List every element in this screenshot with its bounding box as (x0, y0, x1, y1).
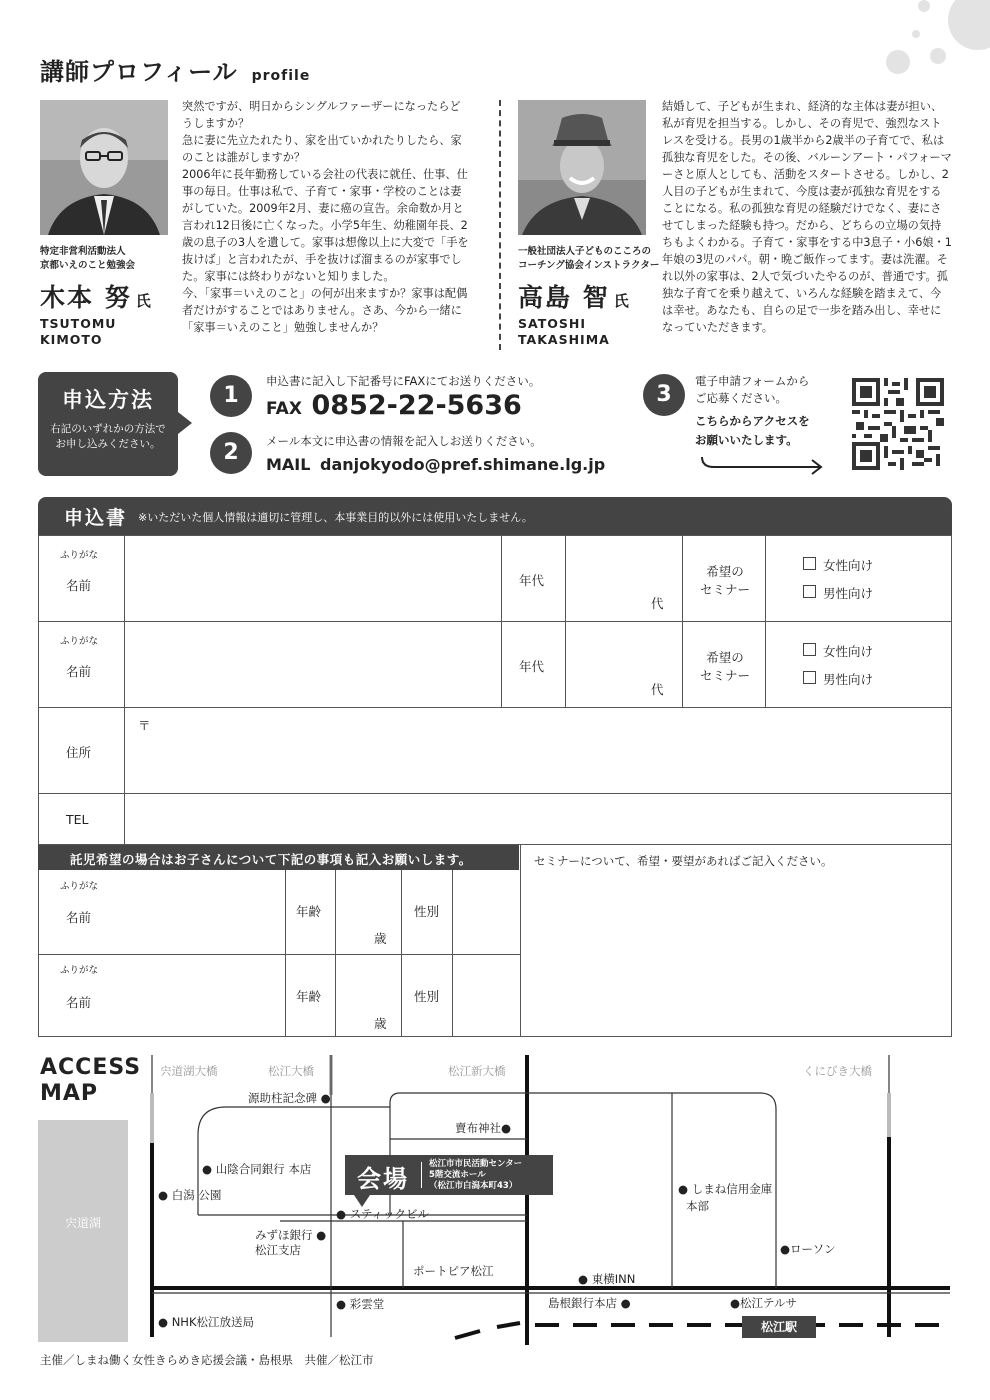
access-map-roads (0, 1055, 990, 1355)
women-checkbox[interactable] (803, 643, 816, 656)
women-checkbox[interactable] (803, 557, 816, 570)
apply-method-arrow (178, 412, 192, 434)
footer-organizers: 主催／しまね働く女性きらめき応援会議・島根県 共催／松江市 (40, 1353, 374, 1367)
bio-paragraph: 今、「家事＝いえのこと」の何が出来ますか？家事は配偶者だけがすることではありません。さあ、今から一緒に「家事＝いえのこと」勉強しませんか？ (182, 287, 468, 334)
name-suffix: 氏 (613, 292, 631, 310)
form-header (38, 497, 952, 535)
speaker-name-takashima: 高島 智 氏 (518, 283, 631, 312)
child-sex-label: 性別 (414, 904, 440, 919)
child-name-label: 名前 (66, 995, 92, 1010)
mail-address[interactable] (266, 455, 605, 474)
form-title: 申込書 (64, 507, 128, 529)
map-label-terrsa: ●松江テルサ (730, 1296, 797, 1310)
fax-value: 0852-22-5636 (311, 390, 522, 421)
venue-info-line: （松江市白潟本町43） (429, 1181, 518, 1191)
venue-marker (345, 1155, 553, 1195)
name-suffix: 氏 (135, 292, 153, 310)
furigana-label: ふりがな (60, 965, 99, 976)
address-label: 住所 (66, 745, 92, 760)
decor-dot (918, 0, 930, 12)
step-2-text: メール本文に申込書の情報を記入しお送りください。 (266, 434, 542, 448)
speaker-photo-kimoto (40, 100, 168, 235)
bridge-label: 松江新大橋 (448, 1064, 506, 1078)
venue-info-line: 松江市市民活動センター (429, 1159, 523, 1169)
map-label-shimane-bank: 島根銀行本店 ● (548, 1296, 631, 1310)
bio-paragraph: 急に妻に先立たれたり、家を出ていかれたりしたら、家のことは誰がしますか？ (182, 134, 462, 164)
bio-paragraph: 2006年に長年勤務している会社の代表に就任、仕事、仕事の毎日。仕事は私で、子育て・家事・学校のことは妻がしていた。2009年2月、妻に癌の宣告。余命数か月と言われ12日後に亡くなった。小学5年生、幼稚園年長、2歳の息子の3人を遺して。家事は想像以上に大変で「手を抜けば」と言われたが、手を抜けば溜まるのが家事でした。家事には終わりがないと知りました。 (182, 168, 469, 283)
child-sex-field-1[interactable] (452, 871, 518, 952)
men-checkbox[interactable] (803, 671, 816, 684)
venue-info-line: 5階交流ホール (429, 1170, 486, 1180)
venue-info (429, 1159, 522, 1192)
speaker-org-kimoto (40, 245, 135, 273)
map-label-shimane-shinkin: ● しまね信用金庫 本部 (678, 1182, 773, 1213)
profile-title: 講師プロフィール profile (40, 58, 311, 86)
map-label-toyoko: ● 東横INN (578, 1272, 636, 1286)
access-map-title-line: MAP (40, 1081, 99, 1106)
speaker-name-kimoto: 木本 努 氏 (40, 283, 153, 312)
map-label-shirakata: ● 白潟 公園 (158, 1188, 222, 1202)
bridge-label: くにびき大橋 (803, 1064, 872, 1078)
seminar-label (700, 563, 750, 599)
child-name-label: 名前 (66, 910, 92, 925)
tel-label: TEL (66, 812, 89, 827)
child-age-field-1[interactable] (335, 871, 400, 952)
map-label-mizuho: みずほ銀行 ● 松江支店 (255, 1228, 327, 1257)
org-line: 特定非営利活動法人 (40, 246, 126, 257)
map-label-portpia: ポートピア松江 (413, 1264, 494, 1278)
profile-subtitle: profile (251, 68, 311, 84)
postal-mark: 〒 (138, 718, 151, 733)
child-age-suffix: 歳 (374, 931, 387, 946)
age-group-label: 年代 (519, 573, 545, 588)
seminar-label-line: 希望の (706, 564, 744, 579)
roman-line: SATOSHI (518, 316, 586, 331)
arrow-right-icon (700, 455, 826, 475)
speaker-bio-kimoto (182, 98, 470, 336)
venue-pointer (354, 1195, 370, 1207)
apply-method-desc: 右記のいずれかの方法でお申し込みください。 (50, 423, 166, 450)
fax-prefix: FAX (266, 399, 302, 419)
map-label-stick: ● スティックビル (336, 1207, 430, 1221)
decor-dot (930, 48, 946, 64)
qr-code-icon[interactable] (852, 378, 944, 470)
step-1-text: 申込書に記入し下記番号にFAXにてお送りください。 (266, 374, 541, 388)
step-1-number: 1 (210, 375, 252, 417)
speaker-org-takashima (518, 245, 659, 273)
map-label-sanin: ● 山陰合同銀行 本店 (202, 1162, 312, 1176)
seminar-label-line: セミナー (700, 668, 751, 683)
men-checkbox[interactable] (803, 585, 816, 598)
women-option-label: 女性向け (823, 644, 874, 659)
lake-shinji: 宍道湖 (38, 1120, 128, 1342)
roman-line: KIMOTO (40, 332, 103, 347)
speaker-bio-takashima (662, 98, 952, 336)
seminar-label-line: セミナー (700, 582, 751, 597)
station-matsue: 松江駅 (742, 1316, 816, 1338)
apply-method-title: 申込方法 (62, 388, 154, 412)
name-label: 名前 (66, 578, 92, 593)
child-age-field-2[interactable] (335, 954, 400, 1036)
men-option-label: 男性向け (823, 586, 874, 601)
bridge-label: 宍道湖大橋 (160, 1064, 218, 1078)
venue-label: 会場 (357, 1165, 409, 1193)
child-age-label: 年齢 (296, 989, 322, 1004)
roman-line: TAKASHIMA (518, 332, 610, 347)
seminar-label (700, 649, 750, 685)
bio-paragraph: 結婚して、子どもが生まれ、経済的な主体は妻が担い、私が育児を担当する。しかし、その育児で、強烈なストレスを受ける。長男の1歳半から2歳半の子育てで、私は孤独な育児をした。その後、バルーンアート・パフォーマーさと原人としても、活動をスタートさせる。しかし、2人目の子どもが生まれて、今度は妻が孤独な育児をすることになる。私の孤独な育児の経験だけでなく、妻にさせてしまった経験も持つ。だから、どちらの立場の気持ちもよくわかる。子育て・家事をする中3息子・小6娘・1年娘の3児のパパ。朝・晩ご飯作ってます。妻は洗濯。それ以外の家事は、2人で気づいたやるのが、普通です。孤独な子育てを乗り越えて、いろんな経験を踏まえて、今は幸せ。あなたも、自らの足で一歩を踏み出し、幸せになっていただきます。 (662, 100, 952, 334)
decor-dot (912, 30, 920, 38)
mail-prefix: MAIL (266, 455, 311, 474)
child-sex-label: 性別 (414, 989, 440, 1004)
child-age-label: 年齢 (296, 904, 322, 919)
age-suffix: 代 (651, 596, 664, 611)
map-label-genjo: 源助柱記念碑 ● (248, 1091, 331, 1105)
age-suffix: 代 (651, 682, 664, 697)
name-field-2[interactable] (124, 622, 500, 706)
step-3-line4: お願いいたします。 (695, 433, 798, 447)
map-label-lawson: ●ローソン (780, 1242, 836, 1256)
women-option-label: 女性向け (823, 558, 874, 573)
org-line: 一般社団法人子どものこころの (518, 246, 652, 257)
tel-field[interactable] (124, 794, 950, 843)
age-group-label: 年代 (519, 659, 545, 674)
furigana-label: ふりがな (60, 636, 99, 647)
map-label-saiundo: ● 彩雲堂 (336, 1297, 385, 1311)
furigana-label: ふりがな (60, 881, 99, 892)
step-3-number: 3 (643, 374, 685, 416)
furigana-label: ふりがな (60, 550, 99, 561)
speaker-roman-kimoto (40, 316, 116, 348)
decor-dot (886, 50, 910, 74)
step-3-line2: ご応募ください。 (695, 391, 787, 405)
name-label: 名前 (66, 664, 92, 679)
decor-dot (948, 0, 990, 50)
men-option-label: 男性向け (823, 672, 874, 687)
speaker-roman-takashima (518, 316, 610, 348)
mail-value[interactable]: danjokyodo@pref.shimane.lg.jp (320, 455, 606, 474)
child-name-field-1[interactable] (124, 871, 284, 952)
step-3-line3: こちらからアクセスを (695, 414, 810, 428)
map-label-kifune: 賣布神社● (455, 1121, 512, 1135)
form-privacy-note: ※いただいた個人情報は適切に管理し、本事業目的以外には使用いたしません。 (138, 511, 533, 524)
request-field[interactable] (520, 870, 950, 1036)
org-line: コーチング協会インストラクター (518, 260, 660, 271)
step-2-number: 2 (210, 432, 252, 474)
access-map-title-line: ACCESS (40, 1055, 142, 1080)
child-care-header: 託児希望の場合はお子さんについて下記の事項も記入お願いします。 (38, 845, 519, 870)
request-label: セミナーについて、希望・要望があればご記入ください。 (534, 854, 833, 868)
apply-method-box (38, 372, 178, 476)
org-line: 京都いえのこと勉強会 (40, 260, 136, 271)
fax-number (266, 390, 522, 421)
profile-divider (499, 100, 501, 350)
seminar-label-line: 希望の (706, 650, 744, 665)
speaker-photo-takashima (518, 100, 646, 235)
bio-paragraph: 突然ですが、明日からシングルファーザーになったらどうしますか？ (182, 100, 461, 130)
child-sex-field-2[interactable] (452, 954, 518, 1036)
bridge-label: 松江大橋 (268, 1064, 314, 1078)
child-age-suffix: 歳 (374, 1016, 387, 1031)
step-3-line1: 電子申請フォームから (695, 374, 810, 388)
map-label-nhk: ● NHK松江放送局 (158, 1315, 254, 1329)
roman-line: TSUTOMU (40, 316, 117, 331)
name-field-1[interactable] (124, 536, 500, 620)
child-name-field-2[interactable] (124, 954, 284, 1036)
address-field[interactable] (124, 708, 950, 792)
